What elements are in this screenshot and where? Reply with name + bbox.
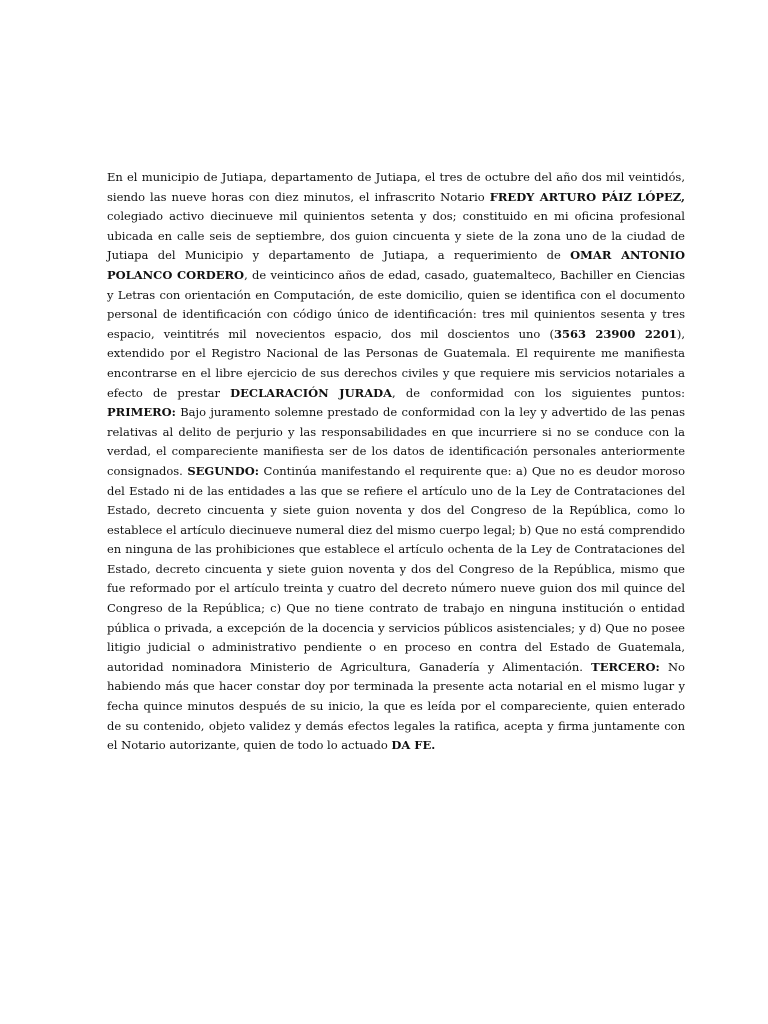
text-first-point: Bajo juramento solemne prestado de conformidad con la ley y advertido de las penas relativas al delito de perjurio y las responsabilidades en que incurriere si no se conduce con la verdad, el compareciente manifiesta ser de los datos de identificación personales anteriormente consignados. xyxy=(107,405,685,478)
text-intro: En el municipio de Jutiapa, departamento de Jutiapa, el tres de octubre del año dos mil veintidós, siendo las nueve horas con diez minutos, el infrascrito Notario xyxy=(107,170,685,204)
da-fe-closing: DA FE. xyxy=(391,738,436,753)
notarial-act-paragraph xyxy=(107,168,685,756)
declaration-title: DECLARACIÓN JURADA xyxy=(230,385,393,400)
text-registry: ), extendido por el Registro Nacional de las Personas de Guatemala. El requirente me manifiesta encontrarse en el libre ejercicio de sus derechos civiles y que requiere mis servicios notariales a efecto de prestar xyxy=(107,326,686,400)
second-point-label: SEGUNDO: xyxy=(187,463,260,478)
requester-name: OMAR ANTONIO POLANCO CORDERO xyxy=(107,248,685,282)
text-second-point: Continúa manifestando el requirente que: a) Que no es deudor moroso del Estado ni de las entidades a las que se refiere el artículo uno de la Ley de Contrataciones del Estado, decreto cincuenta y siete guion noventa y dos del Congreso de la República, como lo establece el artículo diecinueve numeral diez del mismo cuerpo legal; b) Que no está comprendido en ninguna de las prohibiciones que establece el artículo ochenta de la Ley de Contrataciones del Estado, decreto cincuenta y siete guion noventa y dos del Congreso de la República, mismo que fue reformado por el artículo treinta y cuatro del decreto número nueve guion dos mil quince del Congreso de la República; c) Que no tiene contrato de trabajo en ninguna institución o entidad pública o privada, a excepción de la docencia y servicios públicos asistenciales; y d) Que no posee litigio judicial o administrativo pendiente o en proceso en contra del Estado de Guatemala, autoridad nominadora Ministerio de Agricultura, Ganadería y Alimentación. xyxy=(107,463,685,674)
cui-number: 3563 23900 2201 xyxy=(553,326,677,341)
text-requester-details: , de veinticinco años de edad, casado, guatemalteco, Bachiller en Ciencias y Letras con orientación en Computación, de este domicilio, quien se identifica con el documento personal de identificación con código único de identificación: tres mil quinientos sesenta y tres espacio, veintitrés mil novecientos espacio, dos mil doscientos uno ( xyxy=(107,267,686,341)
notary-name: FREDY ARTURO PÁIZ LÓPEZ, xyxy=(489,189,685,204)
third-point-label: TERCERO: xyxy=(591,659,660,674)
text-third-point: No habiendo más que hacer constar doy por terminada la presente acta notarial en el mismo lugar y fecha quince minutos después de su inicio, la que es leída por el compareciente, quien enterado de su contenido, objeto validez y demás efectos legales la ratifica, acepta y firma juntamente con el Notario autorizante, quien de todo lo actuado xyxy=(107,659,685,753)
first-point-label: PRIMERO: xyxy=(107,405,176,420)
text-notary-details: colegiado activo diecinueve mil quinientos setenta y dos; constituido en mi oficina profesional ubicada en calle seis de septiembre, dos guion cincuenta y siete de la zona uno de la ciudad de Jutiapa del Municipio y departamento de Jutiapa, a requerimiento de xyxy=(107,209,685,263)
text-points-intro: , de conformidad con los siguientes puntos: xyxy=(392,385,685,400)
